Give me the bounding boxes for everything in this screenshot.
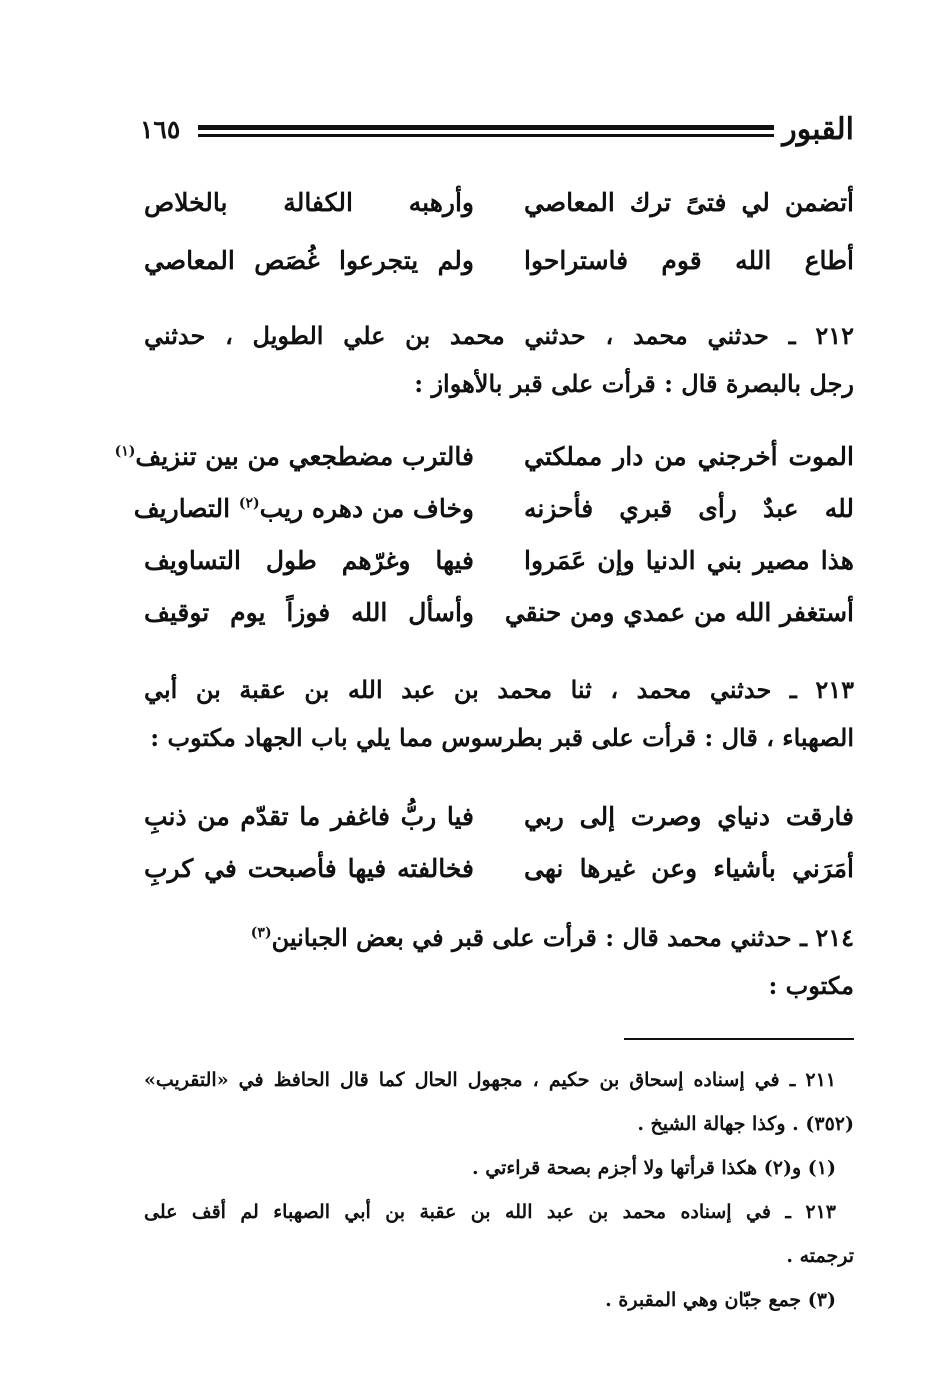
footnote-ref: (٣) [250,925,272,941]
footnote-ref: (٢) [238,495,260,512]
running-header [140,110,854,150]
paragraph-line: الصهباء ، قال : قرأت على قبر بطرسوس مما يلي باب الجهاد مكتوب : [150,723,854,752]
verse-second-hemistich: وأرهبه الكفالة بالخلاص [144,188,474,217]
paragraph-text: ٢١٤ ـ حدثني محمد قال : قرأت على قبر في بعض الجبانين [271,923,854,952]
verse-second-hemistich [133,484,474,534]
paragraph-line: ٢١٣ ـ حدثني محمد ، ثنا محمد بن عبد الله بن عقبة بن أبي [144,675,854,704]
hemistich-text: فالترب مضطجعي من بين تنزيف [135,442,474,471]
footnote-separator [624,1038,854,1040]
verse-second-hemistich: ولم يتجرعوا غُصَص المعاصي [144,246,474,275]
verse-first-hemistich: الموت أخرجني من دار مملكتي [524,442,854,471]
footnote-line: (٣) جمع جبّان وهي المقبرة . [605,1289,836,1311]
verse-first-hemistich: أطاع الله قوم فاستراحوا [524,246,854,275]
footnotes [144,1058,854,1322]
footnote-line: (١) و(٢) هكذا قرأتها ولا أجزم بصحة قراءتي . [472,1157,836,1179]
verse-second-hemistich: فيها وغرّهم طول التساويف [144,546,474,575]
paragraph-line: ٢١٢ ـ حدثني محمد ، حدثني محمد بن علي الطويل ، حدثني [144,321,854,350]
hemistich-text: التصاريف [133,494,231,523]
verse-second-hemistich: فخالفته فيها فأصبحت في كربِ [144,854,474,883]
verse-line [144,178,854,228]
verse-first-hemistich: لله عبدٌ رأى قبري فأحزنه [524,494,854,523]
chapter-title: القبور [782,112,854,147]
verse-line [144,536,854,586]
verse-first-hemistich: هذا مصير بني الدنيا وإن عَمَروا [524,546,854,575]
page-number: ١٦٥ [140,115,181,144]
verse-first-hemistich: أمَرَني بأشياء وعن غيرها نهى [524,854,854,883]
verse-line [144,236,854,286]
verse-line [144,792,854,842]
verse-first-hemistich: أستغفر الله من عمدي ومن حنقي [504,598,854,627]
paragraph-line [144,914,854,962]
paragraph-line: مكتوب : [768,971,854,1000]
footnote-line: ٢١٣ ـ في إسناده محمد بن عبد الله بن عقبة بن أبي الصهباء لم أقف على [144,1201,836,1223]
verse-first-hemistich: أتضمن لي فتىً ترك المعاصي [524,188,854,217]
verse-line [144,588,854,638]
verse-line [133,484,854,534]
paragraph-214 [144,914,854,1010]
verse-line [144,844,854,894]
paragraph-line: رجل بالبصرة قال : قرأت على قبر بالأهواز : [414,369,854,398]
verse-line [114,432,854,482]
footnote-line: ٢١١ ـ في إسناده إسحاق بن حكيم ، مجهول الحال كما قال الحافظ في «التقريب» [144,1069,836,1091]
hemistich-text: وخاف من دهره ريب [259,494,474,523]
verse-second-hemistich: فيا ربُّ فاغفر ما تقدّم من ذنبِ [144,802,474,831]
footnote-line: ترجمته . [786,1245,854,1267]
header-rule [198,125,774,137]
footnote-line: (٣٥٢) . وكذا جهالة الشيخ . [637,1113,854,1135]
verse-second-hemistich [114,432,474,482]
verse-first-hemistich: فارقت دنياي وصرت إلى ربي [524,802,854,831]
paragraph-212 [144,312,854,408]
footnote-ref: (١) [114,443,136,460]
paragraph-213 [144,666,854,762]
verse-second-hemistich: وأسأل الله فوزاً يوم توقيف [144,598,474,627]
